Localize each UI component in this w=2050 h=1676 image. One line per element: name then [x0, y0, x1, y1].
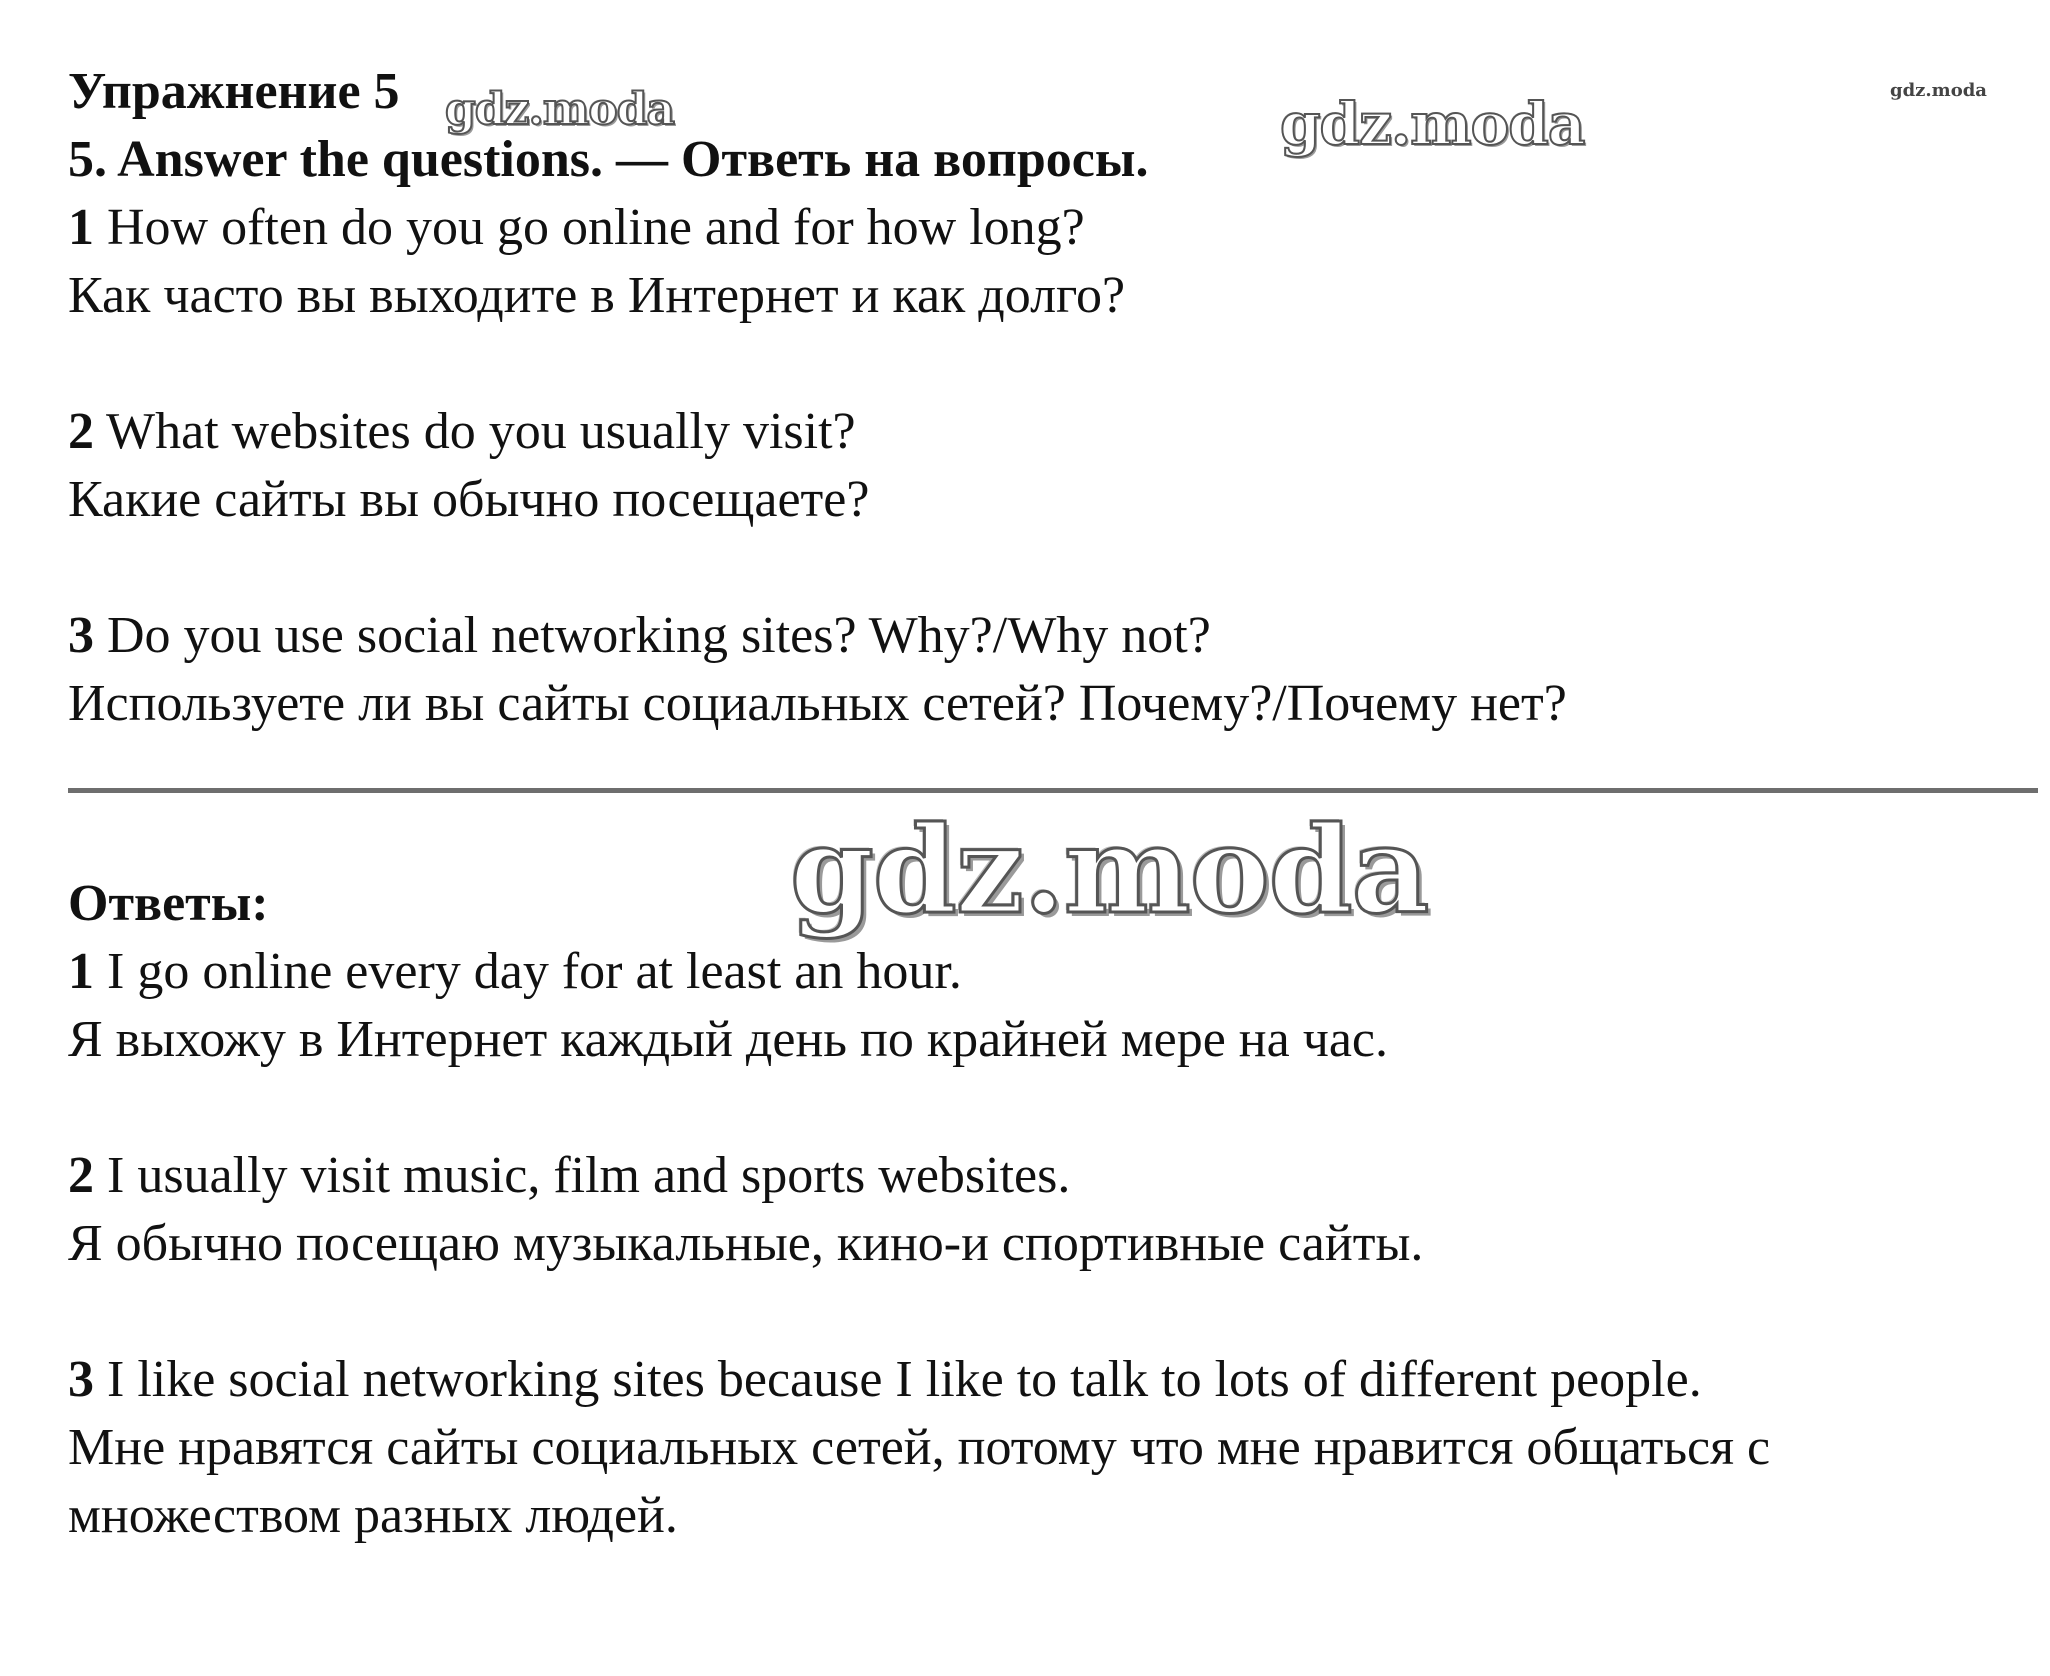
- answer-text: I like social networking sites because I like to talk to lots of different people.: [94, 1351, 1702, 1408]
- question-text: What websites do you usually visit?: [94, 403, 856, 460]
- task-title: 5. Answer the questions. — Ответь на вопросы.: [68, 131, 1149, 188]
- answer-1-english: [68, 938, 2028, 1006]
- question-1-russian: Как часто вы выходите в Интернет и как долго?: [68, 267, 1126, 324]
- watermark-top-center: gdz.moda: [1280, 90, 1585, 158]
- watermark-middle-large: gdz.moda: [790, 800, 1429, 941]
- answer-3-english: [68, 1346, 2028, 1414]
- answer-2-russian: Я обычно посещаю музыкальные, кино-и спортивные сайты.: [68, 1215, 1424, 1272]
- question-text: How often do you go online and for how long?: [94, 199, 1085, 256]
- question-number: 1: [68, 199, 94, 256]
- answer-number: 2: [68, 1147, 94, 1204]
- answer-text: I go online every day for at least an hour.: [94, 943, 962, 1000]
- question-3-english: [68, 602, 2028, 670]
- question-3-russian: Используете ли вы сайты социальных сетей? Почему?/Почему нет?: [68, 675, 1567, 732]
- answer-number: 1: [68, 943, 94, 1000]
- answers-section: [68, 870, 2028, 1550]
- question-number: 3: [68, 607, 94, 664]
- watermark-top-small: gdz.moda: [445, 84, 675, 135]
- question-2-russian: Какие сайты вы обычно посещаете?: [68, 471, 870, 528]
- answer-3-russian-line-1: Мне нравятся сайты социальных сетей, потому что мне нравится общаться с: [68, 1419, 1771, 1476]
- answer-number: 3: [68, 1351, 94, 1408]
- exercise-section: [68, 58, 2028, 738]
- question-text: Do you use social networking sites? Why?/Why not?: [94, 607, 1211, 664]
- answer-2-english: [68, 1142, 2028, 1210]
- answer-text: I usually visit music, film and sports websites.: [94, 1147, 1071, 1204]
- answers-heading: Ответы:: [68, 875, 269, 932]
- section-divider: [68, 788, 2038, 793]
- answer-1-russian: Я выхожу в Интернет каждый день по крайней мере на час.: [68, 1011, 1389, 1068]
- answer-3-russian-line-2: множеством разных людей.: [68, 1487, 678, 1544]
- question-number: 2: [68, 403, 94, 460]
- question-1-english: [68, 194, 2028, 262]
- exercise-title: Упражнение 5: [68, 63, 400, 120]
- question-2-english: [68, 398, 2028, 466]
- watermark-corner: gdz.moda: [1890, 80, 1987, 101]
